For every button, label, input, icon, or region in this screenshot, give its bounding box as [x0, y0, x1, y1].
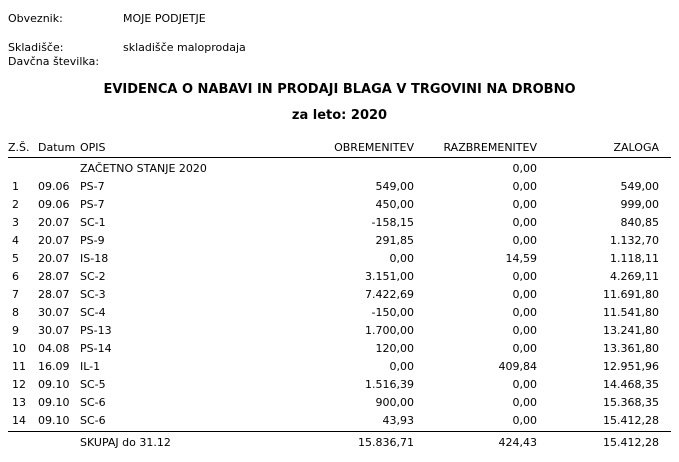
table-row: [0, 342, 679, 360]
cell-zs: 12: [12, 378, 26, 391]
cell-datum: 30.07: [38, 306, 70, 319]
cell-opis: PS-7: [80, 198, 105, 211]
cell-opis: SC-6: [80, 396, 106, 409]
col-zaloga: ZALOGA: [613, 141, 659, 154]
cell-datum: 30.07: [38, 324, 70, 337]
cell-opis: PS-14: [80, 342, 112, 355]
cell-razbremenitev: 0,00: [512, 288, 537, 301]
cell-zaloga: 11.691,80: [603, 288, 659, 301]
cell-datum: 20.07: [38, 252, 70, 265]
cell-zaloga: 12.951,96: [603, 360, 659, 373]
report-title: EVIDENCA O NABAVI IN PRODAJI BLAGA V TRGOVINI NA DROBNO: [103, 82, 576, 97]
cell-razbremenitev: 0,00: [512, 396, 537, 409]
report-subtitle: za leto: 2020: [291, 108, 388, 123]
cell-obremenitev: 549,00: [375, 180, 414, 193]
table-row: [0, 180, 679, 198]
cell-zaloga: 15.368,35: [603, 396, 659, 409]
table-row: [0, 360, 679, 378]
cell-zaloga: 14.468,35: [603, 378, 659, 391]
table-row: [0, 252, 679, 270]
cell-zaloga: 1.132,70: [610, 234, 659, 247]
table-row: [0, 234, 679, 252]
table-row: [0, 216, 679, 234]
total-zaloga: 15.412,28: [603, 436, 659, 449]
cell-zaloga: 15.412,28: [603, 414, 659, 427]
cell-zs: 2: [12, 198, 19, 211]
cell-razbremenitev: 0,00: [512, 180, 537, 193]
cell-obremenitev: 43,93: [382, 414, 414, 427]
cell-razbremenitev: 409,84: [498, 360, 537, 373]
cell-zaloga: 13.361,80: [603, 342, 659, 355]
total-razbremenitev: 424,43: [498, 436, 537, 449]
cell-datum: 09.10: [38, 378, 70, 391]
cell-datum: 09.10: [38, 396, 70, 409]
col-datum: Datum: [38, 141, 76, 154]
cell-razbremenitev: 14,59: [505, 252, 537, 265]
cell-obremenitev: 7.422,69: [365, 288, 414, 301]
cell-opis: ZAČETNO STANJE 2020: [80, 162, 207, 175]
header-divider: [8, 157, 671, 158]
cell-opis: IS-18: [80, 252, 109, 265]
cell-obremenitev: 450,00: [375, 198, 414, 211]
cell-zaloga: 1.118,11: [610, 252, 659, 265]
cell-razbremenitev: 0,00: [512, 324, 537, 337]
cell-zs: 3: [12, 216, 19, 229]
cell-opis: IL-1: [80, 360, 101, 373]
cell-zs: 11: [12, 360, 26, 373]
cell-zaloga: 549,00: [620, 180, 659, 193]
cell-obremenitev: 120,00: [375, 342, 414, 355]
cell-opis: PS-7: [80, 180, 105, 193]
cell-zs: 6: [12, 270, 19, 283]
col-zs: Z.Š.: [8, 141, 30, 154]
cell-opis: SC-1: [80, 216, 106, 229]
col-opis: OPIS: [80, 141, 106, 154]
cell-datum: 09.06: [38, 198, 70, 211]
cell-datum: 28.07: [38, 288, 70, 301]
cell-datum: 28.07: [38, 270, 70, 283]
cell-zaloga: 11.541,80: [603, 306, 659, 319]
table-row: [0, 198, 679, 216]
obveznik-value: MOJE PODJETJE: [123, 12, 206, 25]
cell-razbremenitev: 0,00: [512, 342, 537, 355]
cell-obremenitev: 3.151,00: [365, 270, 414, 283]
cell-zs: 14: [12, 414, 26, 427]
cell-zs: 8: [12, 306, 19, 319]
cell-zaloga: 4.269,11: [610, 270, 659, 283]
cell-zs: 1: [12, 180, 19, 193]
table-row: [0, 306, 679, 324]
cell-datum: 09.10: [38, 414, 70, 427]
cell-razbremenitev: 0,00: [512, 306, 537, 319]
cell-razbremenitev: 0,00: [512, 234, 537, 247]
cell-razbremenitev: 0,00: [512, 270, 537, 283]
cell-obremenitev: 291,85: [375, 234, 414, 247]
cell-opis: SC-6: [80, 414, 106, 427]
cell-obremenitev: 900,00: [375, 396, 414, 409]
cell-razbremenitev: 0,00: [512, 198, 537, 211]
cell-opis: PS-9: [80, 234, 105, 247]
cell-datum: 09.06: [38, 180, 70, 193]
cell-zs: 9: [12, 324, 19, 337]
cell-zs: 7: [12, 288, 19, 301]
skladisce-value: skladišče maloprodaja: [123, 41, 246, 54]
cell-zs: 13: [12, 396, 26, 409]
col-obremenitev: OBREMENITEV: [334, 141, 414, 154]
cell-razbremenitev: 0,00: [512, 378, 537, 391]
cell-opis: SC-2: [80, 270, 106, 283]
cell-obremenitev: 0,00: [389, 360, 414, 373]
cell-obremenitev: 0,00: [389, 252, 414, 265]
skladisce-label: Skladišče:: [8, 41, 64, 54]
cell-zs: 5: [12, 252, 19, 265]
cell-opis: SC-3: [80, 288, 106, 301]
obveznik-label: Obveznik:: [8, 12, 63, 25]
cell-razbremenitev: 0,00: [512, 414, 537, 427]
cell-zaloga: 999,00: [620, 198, 659, 211]
cell-obremenitev: -158,15: [371, 216, 414, 229]
table-row: [0, 270, 679, 288]
table-row: [0, 378, 679, 396]
cell-opis: SC-4: [80, 306, 106, 319]
table-row: [0, 162, 679, 180]
table-row: [0, 414, 679, 432]
table-row: [0, 396, 679, 414]
cell-zaloga: 13.241,80: [603, 324, 659, 337]
cell-zs: 10: [12, 342, 26, 355]
cell-opis: SC-5: [80, 378, 106, 391]
cell-obremenitev: 1.700,00: [365, 324, 414, 337]
total-label: SKUPAJ do 31.12: [80, 436, 171, 449]
cell-obremenitev: -150,00: [371, 306, 414, 319]
cell-datum: 16.09: [38, 360, 70, 373]
davcna-label: Davčna številka:: [8, 55, 100, 68]
cell-zs: 4: [12, 234, 19, 247]
table-row: [0, 324, 679, 342]
total-obremenitev: 15.836,71: [358, 436, 414, 449]
cell-zaloga: 840,85: [620, 216, 659, 229]
cell-datum: 20.07: [38, 216, 70, 229]
cell-razbremenitev: 0,00: [512, 162, 537, 175]
col-razbremenitev: RAZBREMENITEV: [443, 141, 537, 154]
cell-obremenitev: 1.516,39: [365, 378, 414, 391]
table-row: [0, 288, 679, 306]
cell-datum: 20.07: [38, 234, 70, 247]
cell-opis: PS-13: [80, 324, 112, 337]
cell-datum: 04.08: [38, 342, 70, 355]
cell-razbremenitev: 0,00: [512, 216, 537, 229]
total-divider: [8, 431, 671, 432]
